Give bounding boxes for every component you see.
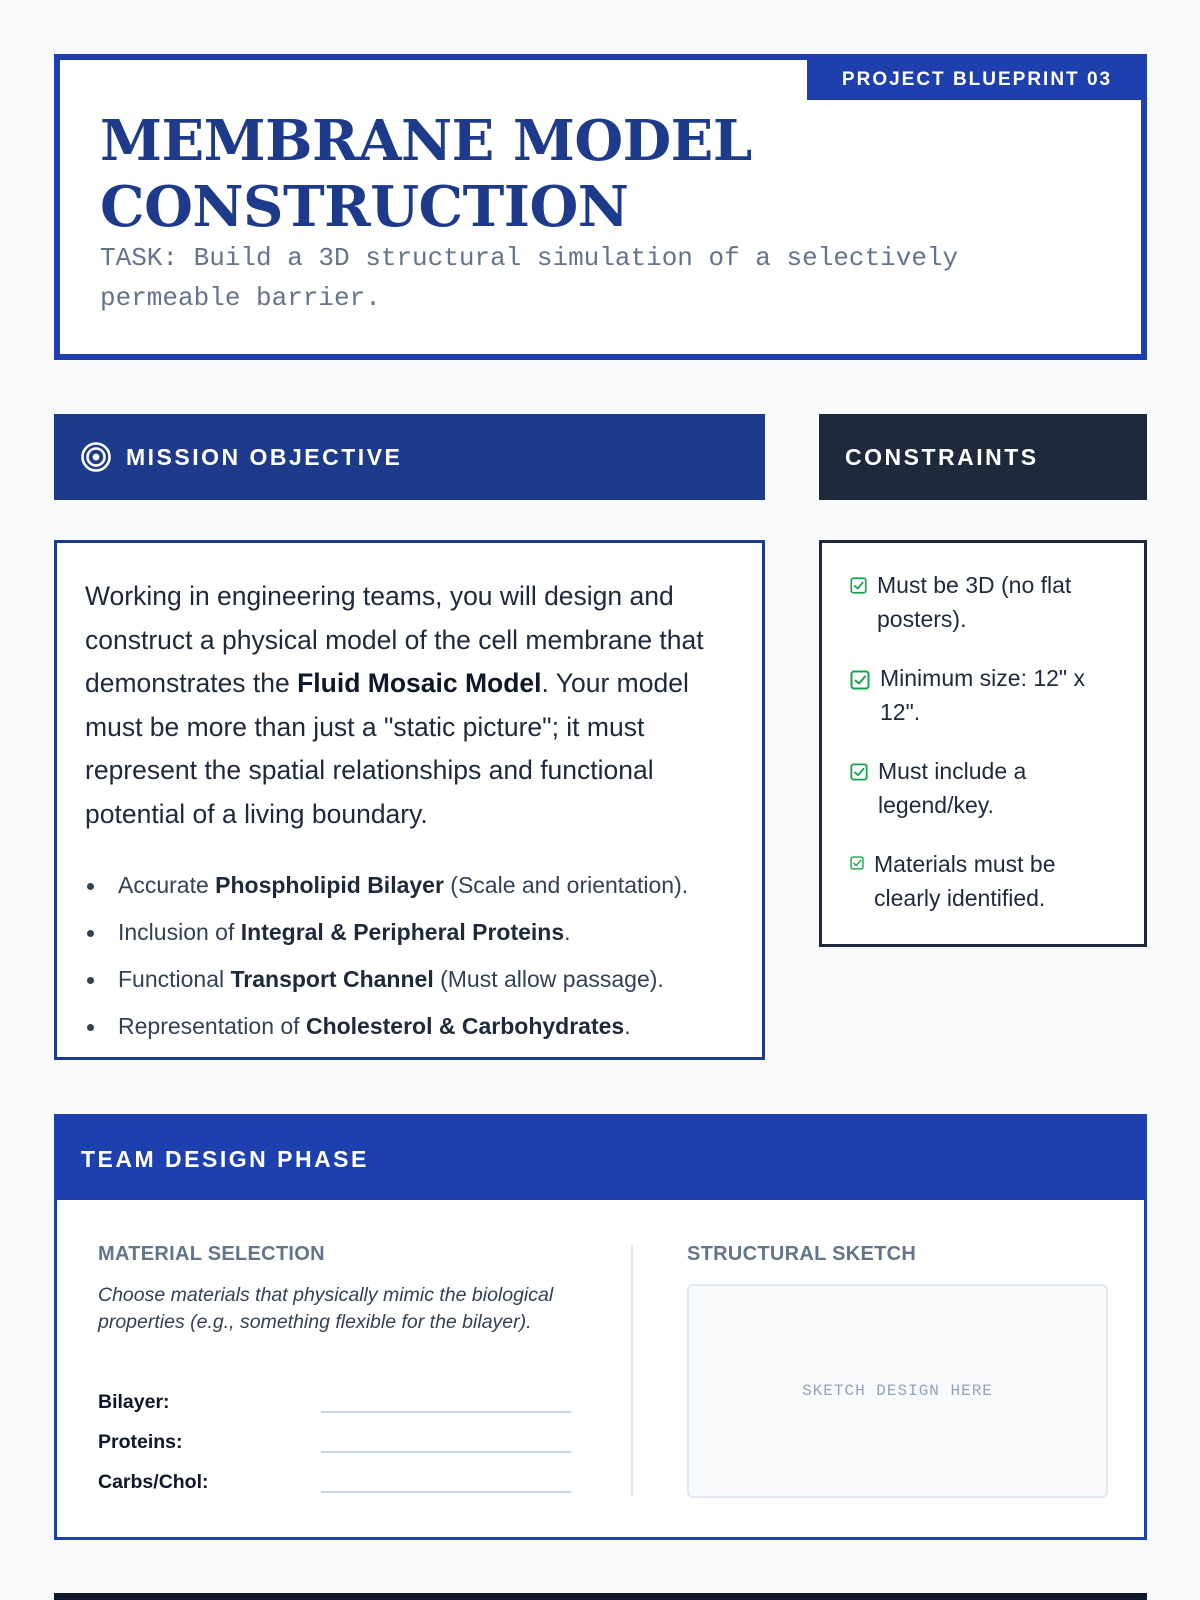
constraints-card <box>819 540 1147 947</box>
item-text: . <box>564 919 571 945</box>
item-emphasis: Transport Channel <box>230 966 434 992</box>
blueprint-header <box>54 54 1147 360</box>
target-icon <box>80 441 112 473</box>
mission-intro <box>85 575 734 836</box>
item-text: . <box>624 1013 631 1039</box>
team-heading: TEAM DESIGN PHASE <box>81 1145 369 1172</box>
item-text: Representation of <box>118 1013 306 1039</box>
intro-emphasis: Fluid Mosaic Model <box>297 668 542 698</box>
carbs-chol-field[interactable] <box>98 1471 568 1501</box>
intro-text-end: . Your model must be more than just a "static picture"; it must represent the spatial relationships and functional potential of a living boundary. <box>85 668 689 829</box>
field-label: Carbs/Chol: <box>98 1471 209 1493</box>
page-title: MEMBRANE MODEL CONSTRUCTION <box>100 108 752 240</box>
field-label: Proteins: <box>98 1431 183 1453</box>
requirements-list <box>85 862 734 1050</box>
task-description: TASK: Build a 3D structural simulation of a selectively permeable barrier. <box>100 243 959 313</box>
material-instructions: Choose materials that physically mimic the biological properties (e.g., something flexible for the bilayer). <box>98 1284 554 1333</box>
sketch-area[interactable] <box>687 1284 1108 1498</box>
check-square-icon <box>850 577 867 594</box>
check-square-icon <box>850 856 864 870</box>
proteins-field[interactable] <box>98 1431 568 1461</box>
constraint-text: Materials must be clearly identified. <box>874 851 1056 911</box>
list-item <box>85 909 734 956</box>
sketch-placeholder: SKETCH DESIGN HERE <box>802 1382 993 1400</box>
list-item <box>85 862 734 909</box>
bilayer-field[interactable] <box>98 1391 568 1421</box>
check-square-icon <box>850 763 868 781</box>
constraint-item <box>850 662 1124 729</box>
item-text: Accurate <box>118 872 216 898</box>
constraints-heading: CONSTRAINTS <box>845 443 1039 470</box>
mission-objective-bar <box>54 414 765 500</box>
project-badge: PROJECT BLUEPRINT 03 <box>807 60 1147 100</box>
team-design-bar <box>54 1114 1147 1204</box>
item-emphasis: Phospholipid Bilayer <box>215 872 444 898</box>
answer-line[interactable] <box>321 1411 571 1413</box>
check-square-icon <box>850 670 870 690</box>
item-emphasis: Integral & Peripheral Proteins <box>240 919 565 945</box>
constraint-item <box>850 755 1124 822</box>
constraint-text: Must be 3D (no flat posters). <box>877 572 1072 632</box>
material-selection-heading: MATERIAL SELECTION <box>98 1243 325 1265</box>
constraint-text: Minimum size: 12" x 12". <box>880 665 1085 725</box>
answer-line[interactable] <box>321 1491 571 1493</box>
mission-card <box>54 540 765 1060</box>
item-emphasis: Cholesterol & Carbohydrates <box>305 1013 625 1039</box>
team-design-card <box>54 1200 1147 1540</box>
constraint-item <box>850 569 1124 636</box>
mission-heading: MISSION OBJECTIVE <box>126 443 403 470</box>
item-text: Functional <box>118 966 231 992</box>
list-item <box>85 1003 734 1050</box>
structural-sketch-heading: STRUCTURAL SKETCH <box>687 1243 917 1265</box>
next-section-bar <box>54 1593 1147 1600</box>
item-text: (Must allow passage). <box>433 966 664 992</box>
constraint-text: Must include a legend/key. <box>878 758 1027 818</box>
item-text: (Scale and orientation). <box>443 872 689 898</box>
answer-line[interactable] <box>321 1451 571 1453</box>
constraints-bar <box>819 414 1147 500</box>
list-item <box>85 956 734 1003</box>
column-divider <box>631 1244 633 1497</box>
constraint-item <box>850 848 1124 915</box>
field-label: Bilayer: <box>98 1391 170 1413</box>
intro-text: Working in engineering teams, you will design and construct a physical model of the cell membrane that demonstrates the <box>85 581 704 698</box>
item-text: Inclusion of <box>118 919 241 945</box>
